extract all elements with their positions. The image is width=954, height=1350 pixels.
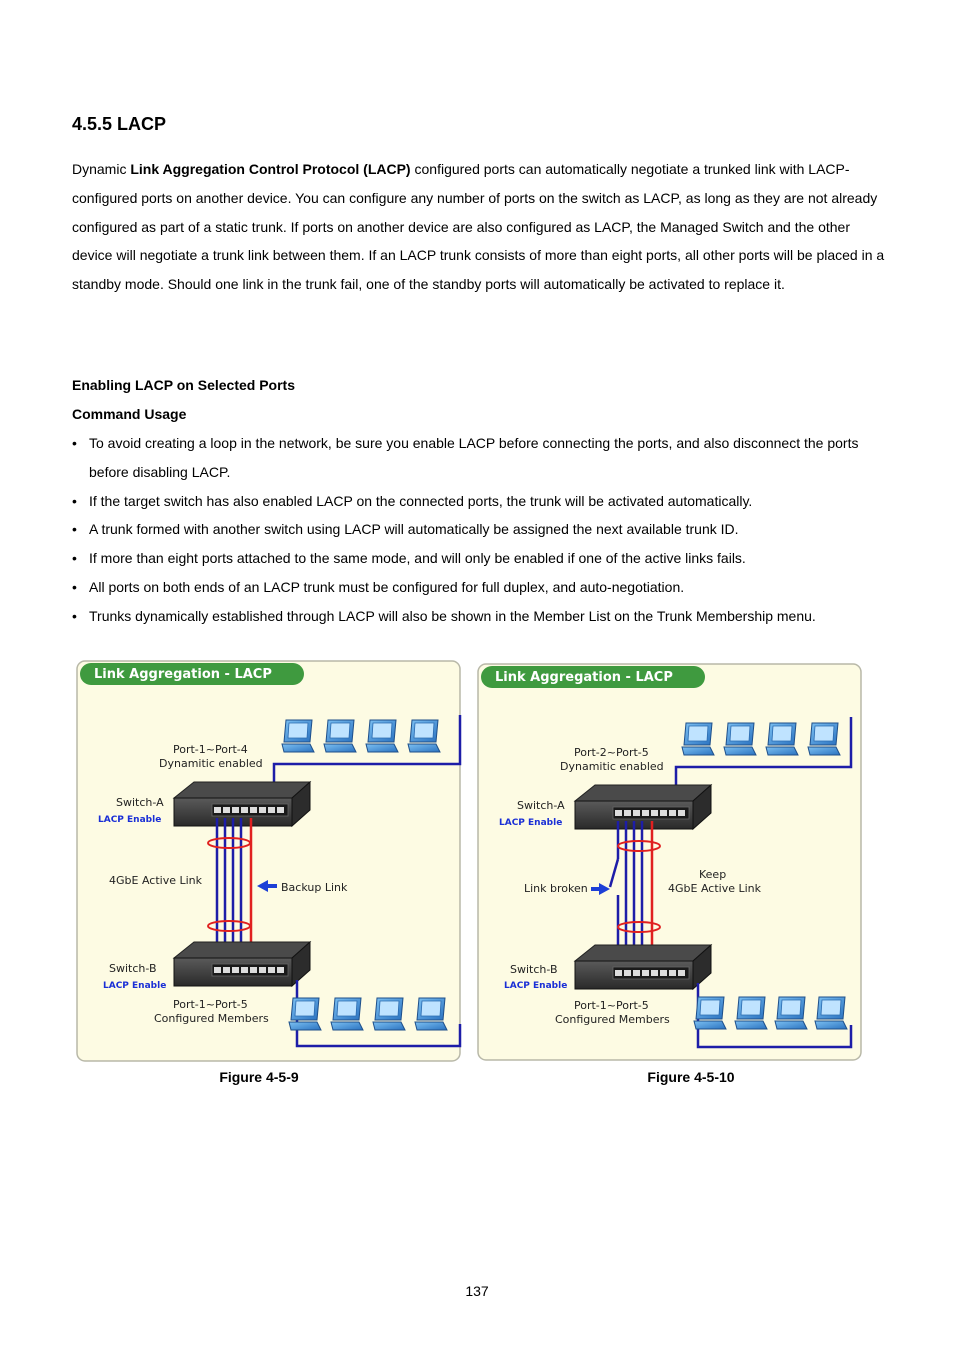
computer-icon bbox=[415, 998, 447, 1030]
list-item bbox=[72, 602, 887, 631]
switch-b-icon bbox=[575, 945, 711, 989]
computer-icon bbox=[735, 997, 767, 1029]
computer-icon bbox=[682, 723, 714, 755]
bullet-icon: • bbox=[72, 578, 77, 595]
bullet-icon: • bbox=[72, 521, 77, 538]
switch-b-icon bbox=[174, 942, 310, 986]
switch-b-label: Switch-B bbox=[510, 963, 558, 976]
switch-a-lacp-label: LACP Enable bbox=[98, 815, 162, 825]
intro-prefix: Dynamic bbox=[72, 161, 131, 177]
top-status-label: Dynamitic enabled bbox=[159, 757, 263, 770]
top-ports-label: Port-1~Port-4 bbox=[173, 743, 248, 756]
bullet-icon: • bbox=[72, 607, 77, 624]
computer-icon bbox=[766, 723, 798, 755]
bullet-icon: • bbox=[72, 435, 77, 451]
computer-icon bbox=[408, 720, 440, 752]
figure-caption: Figure 4-5-10 bbox=[647, 1069, 735, 1085]
figure-lacp-link-broken bbox=[477, 663, 863, 1067]
list-item-text: If the target switch has also enabled LACP on the connected ports, the trunk will be activated automatically. bbox=[89, 492, 753, 509]
section-heading: 4.5.5 LACP bbox=[72, 114, 167, 134]
list-item bbox=[72, 515, 887, 544]
enabling-heading: Enabling LACP on Selected Ports bbox=[72, 377, 296, 393]
computer-icon bbox=[331, 998, 363, 1030]
active-link-label: 4GbE Active Link bbox=[668, 882, 762, 895]
list-item bbox=[72, 487, 887, 516]
switch-a-lacp-label: LACP Enable bbox=[499, 818, 563, 828]
computer-icon bbox=[724, 723, 756, 755]
link-broken-label: Link broken bbox=[524, 882, 588, 895]
intro-paragraph bbox=[72, 155, 887, 299]
list-item-text: To avoid creating a loop in the network, be sure you enable LACP before connecting the ports, and also disconnect the ports before disabling LACP. bbox=[89, 435, 859, 480]
computer-icon bbox=[282, 720, 314, 752]
computer-icon bbox=[324, 720, 356, 752]
bottom-ports-label: Port-1~Port-5 bbox=[173, 998, 248, 1011]
computer-icon bbox=[815, 997, 847, 1029]
list-item-text: A trunk formed with another switch using LACP will automatically be assigned the next available trunk ID. bbox=[89, 521, 739, 538]
list-item-text: If more than eight ports attached to the same mode, and will only be enabled if one of the active links fails. bbox=[89, 550, 746, 567]
backup-link-label: Backup Link bbox=[281, 881, 348, 894]
switch-b-lacp-label: LACP Enable bbox=[504, 981, 568, 991]
list-item bbox=[72, 544, 887, 573]
bottom-status-label: Configured Members bbox=[555, 1013, 670, 1026]
lacp-diagram bbox=[477, 663, 863, 1067]
computer-icon bbox=[366, 720, 398, 752]
intro-bold-term: Link Aggregation Control Protocol (LACP) bbox=[130, 161, 411, 177]
switch-b-label: Switch-B bbox=[109, 962, 157, 975]
list-item bbox=[72, 429, 887, 487]
top-status-label: Dynamitic enabled bbox=[560, 760, 664, 773]
list-item-text: Trunks dynamically established through LACP will also be shown in the Member List on the Trunk Membership menu. bbox=[89, 607, 816, 624]
switch-b-lacp-label: LACP Enable bbox=[103, 981, 167, 991]
computer-icon bbox=[775, 997, 807, 1029]
switch-a-label: Switch-A bbox=[517, 799, 565, 812]
active-link-label: 4GbE Active Link bbox=[109, 874, 203, 887]
page-number: 137 bbox=[465, 1283, 489, 1299]
bullet-icon: • bbox=[72, 492, 77, 509]
switch-a-label: Switch-A bbox=[116, 796, 164, 809]
bullet-icon: • bbox=[72, 550, 77, 567]
diagram-title: Link Aggregation - LACP bbox=[495, 670, 673, 685]
command-usage-list bbox=[72, 429, 887, 631]
list-item bbox=[72, 573, 887, 602]
top-ports-label: Port-2~Port-5 bbox=[574, 746, 649, 759]
computer-icon bbox=[289, 998, 321, 1030]
figure-caption: Figure 4-5-9 bbox=[219, 1069, 299, 1085]
keep-label: Keep bbox=[699, 868, 727, 881]
bottom-ports-label: Port-1~Port-5 bbox=[574, 999, 649, 1012]
intro-rest: configured ports can automatically negotiate a trunked link with LACP-configured ports on another device. You can configure any number of ports on the switch as LACP, as long as they are not already configured as part of a static trunk. If ports on another device are also configured as LACP, the Managed Switch and the other device will negotiate a trunk link between them. If an LACP trunk consists of more than eight ports, all other ports will be placed in a standby mode. Should one link in the trunk fail, one of the standby ports will automatically be activated to replace it. bbox=[72, 161, 885, 293]
command-usage-heading: Command Usage bbox=[72, 406, 187, 422]
computer-icon bbox=[373, 998, 405, 1030]
list-item-text: All ports on both ends of an LACP trunk must be configured for full duplex, and auto-negotiation. bbox=[89, 578, 685, 595]
figure-lacp-backup bbox=[76, 660, 462, 1064]
computer-icon bbox=[694, 997, 726, 1029]
lacp-diagram bbox=[76, 660, 462, 1064]
computer-icon bbox=[808, 723, 840, 755]
bottom-status-label: Configured Members bbox=[154, 1012, 269, 1025]
diagram-title: Link Aggregation - LACP bbox=[94, 667, 272, 682]
